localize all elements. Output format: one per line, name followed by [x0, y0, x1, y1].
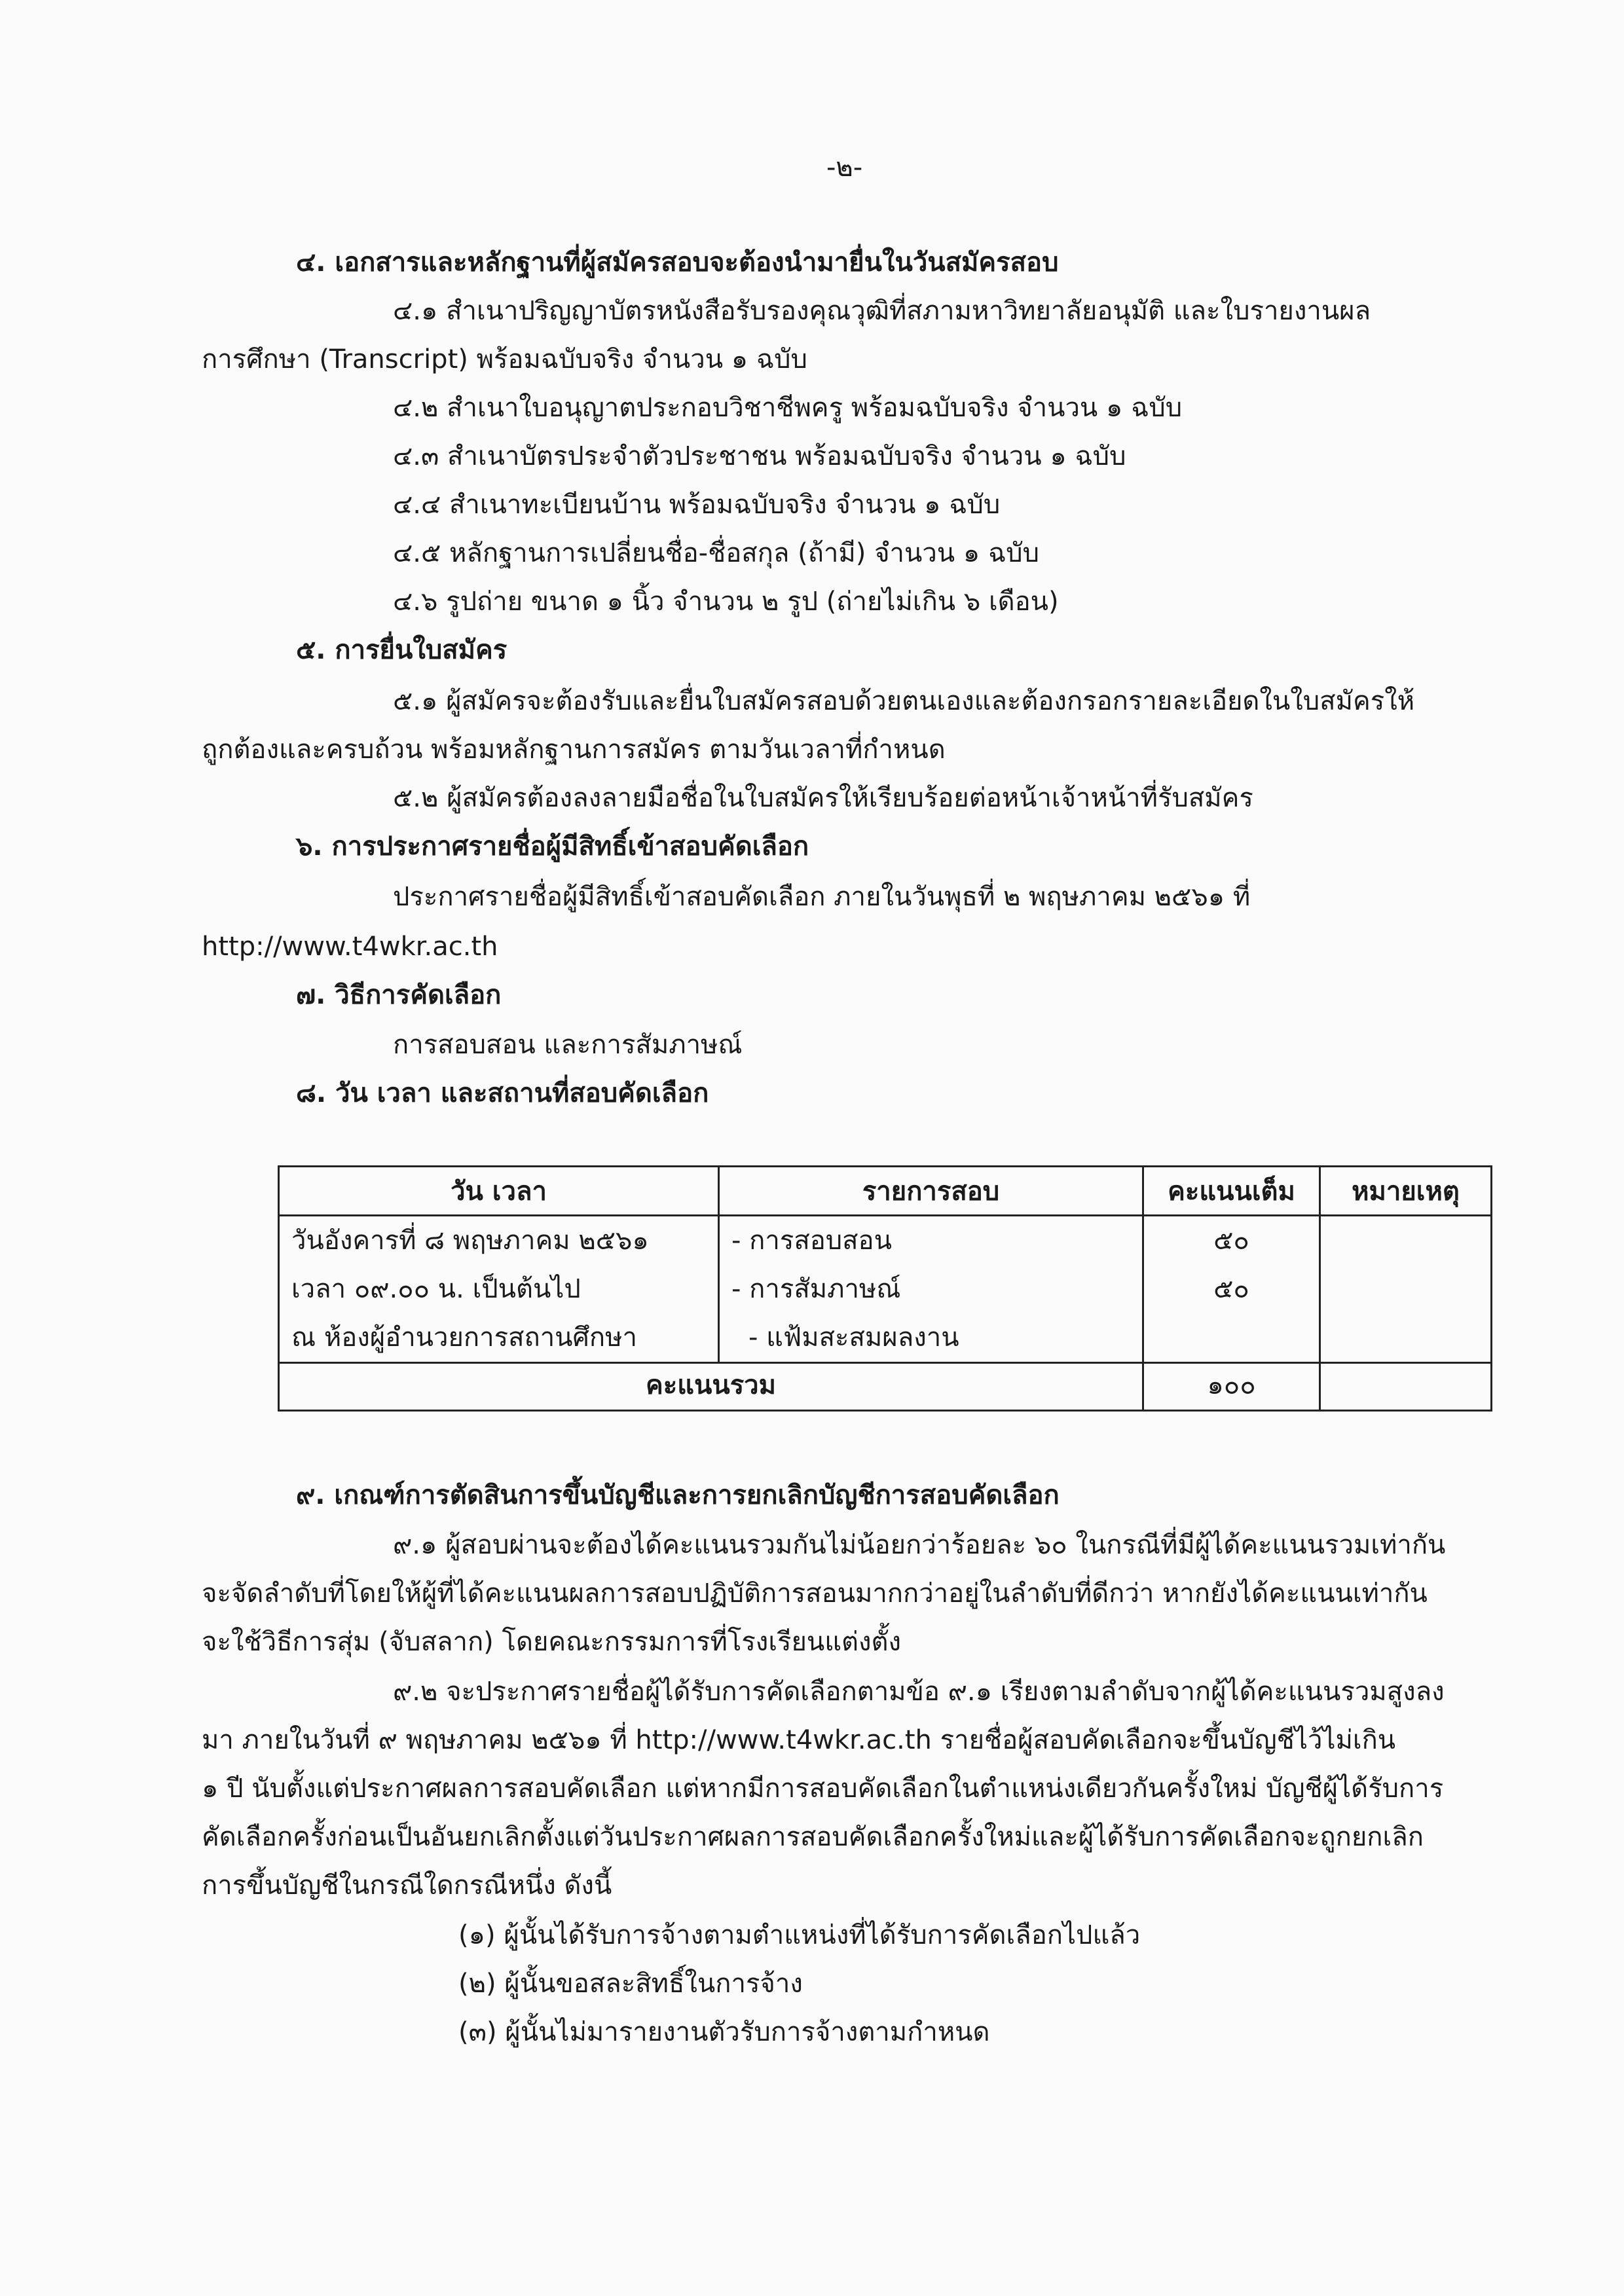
- section-6-title: ๖. การประกาศรายชื่อผู้มีสิทธิ์เข้าสอบคัดเลือก: [296, 831, 809, 862]
- section-9-item-2-line-5: การขึ้นบัญชีในกรณีใดกรณีหนึ่ง ดังนี้: [202, 1870, 612, 1901]
- section-9-case-2: (๒) ผู้นั้นขอสละสิทธิ์ในการจ้าง: [458, 1969, 803, 1999]
- section-5-item-1-line-1: ๕.๑ ผู้สมัครจะต้องรับและยื่นใบสมัครสอบด้วยตนเองและต้องกรอกรายละเอียดในใบสมัครให้: [393, 686, 1415, 716]
- section-4-item-5: ๔.๕ หลักฐานการเปลี่ยนชื่อ-ชื่อสกุล (ถ้ามี) จำนวน ๑ ฉบับ: [393, 538, 1039, 568]
- section-4-item-1-line-2: การศึกษา (Transcript) พร้อมฉบับจริง จำนวน ๑ ฉบับ: [202, 344, 807, 374]
- page-number: -๒-: [826, 153, 863, 183]
- section-9-item-2-line-2: มา ภายในวันที่ ๙ พฤษภาคม ๒๕๖๑ ที่ http://www.t4wkr.ac.th รายชื่อผู้สอบคัดเลือกจะขึ้นบัญชีไว้ไม่เกิน: [202, 1725, 1396, 1755]
- section-4-item-3: ๔.๓ สำเนาบัตรประจำตัวประชาชน พร้อมฉบับจริง จำนวน ๑ ฉบับ: [393, 441, 1126, 471]
- section-8-title: ๘. วัน เวลา และสถานที่สอบคัดเลือก: [296, 1078, 709, 1108]
- score-teaching: ๕๐: [1213, 1226, 1249, 1256]
- table-header-row: [279, 1167, 1492, 1216]
- section-4-item-4: ๔.๔ สำเนาทะเบียนบ้าน พร้อมฉบับจริง จำนวน ๑ ฉบับ: [393, 490, 1001, 520]
- section-6-paragraph: ประกาศรายชื่อผู้มีสิทธิ์เข้าสอบคัดเลือก ภายในวันพุธที่ ๒ พฤษภาคม ๒๕๖๑ ที่: [393, 882, 1251, 912]
- section-4-title: ๔. เอกสารและหลักฐานที่ผู้สมัครสอบจะต้องนำมายื่นในวันสมัครสอบ: [296, 247, 1059, 278]
- total-label: คะแนนรวม: [279, 1363, 1143, 1411]
- section-9-case-3: (๓) ผู้นั้นไม่มารายงานตัวรับการจ้างตามกำหนด: [458, 2017, 990, 2047]
- datetime-line-time: เวลา ๐๙.๐๐ น. เป็นต้นไป: [291, 1274, 581, 1304]
- section-4-item-1-line-1: ๔.๑ สำเนาปริญญาบัตรหนังสือรับรองคุณวุฒิที่สภามหาวิทยาลัยอนุมัติ และใบรายงานผล: [393, 296, 1371, 326]
- section-4-item-6: ๔.๖ รูปถ่าย ขนาด ๑ นิ้ว จำนวน ๒ รูป (ถ่ายไม่เกิน ๖ เดือน): [393, 587, 1059, 617]
- exam-item-portfolio: - แฟ้มสะสมผลงาน: [748, 1322, 959, 1353]
- section-9-item-2-line-1: ๙.๒ จะประกาศรายชื่อผู้ได้รับการคัดเลือกตามข้อ ๙.๑ เรียงตามลำดับจากผู้ได้คะแนนรวมสูงลง: [393, 1677, 1445, 1707]
- datetime-cell: [279, 1216, 719, 1363]
- section-9-item-2-line-4: คัดเลือกครั้งก่อนเป็นอันยกเลิกตั้งแต่วันประกาศผลการสอบคัดเลือกครั้งใหม่และผู้ได้รับการคัดเลือกจะถูกยกเลิก: [202, 1822, 1424, 1852]
- section-5-item-1-line-2: ถูกต้องและครบถ้วน พร้อมหลักฐานการสมัคร ตามวันเวลาที่กำหนด: [202, 735, 946, 765]
- section-9-item-1-line-3: จะใช้วิธีการสุ่ม (จับสลาก) โดยคณะกรรมการที่โรงเรียนแต่งตั้ง: [202, 1627, 902, 1657]
- section-9-case-1: (๑) ผู้นั้นได้รับการจ้างตามตำแหน่งที่ได้รับการคัดเลือกไปแล้ว: [458, 1920, 1141, 1950]
- remarks-cell: [1320, 1216, 1492, 1363]
- exam-schedule-table: [278, 1165, 1492, 1412]
- exam-item-teaching: - การสอบสอน: [731, 1226, 892, 1256]
- section-9-title: ๙. เกณฑ์การตัดสินการขึ้นบัญชีและการยกเลิกบัญชีการสอบคัดเลือก: [296, 1480, 1060, 1510]
- section-7-paragraph: การสอบสอน และการสัมภาษณ์: [393, 1030, 743, 1060]
- datetime-line-date: วันอังคารที่ ๘ พฤษภาคม ๒๕๖๑: [291, 1226, 649, 1256]
- header-exam-items: รายการสอบ: [719, 1167, 1143, 1216]
- table-row: [279, 1216, 1492, 1363]
- section-9-item-2-line-3: ๑ ปี นับตั้งแต่ประกาศผลการสอบคัดเลือก แต่หากมีการสอบคัดเลือกในตำแหน่งเดียวกันครั้งใหม่ บัญชีผู้ได้รับการ: [202, 1774, 1444, 1804]
- exam-items-cell: [719, 1216, 1143, 1363]
- total-remarks-cell: [1320, 1363, 1492, 1411]
- section-7-title: ๗. วิธีการคัดเลือก: [296, 980, 502, 1010]
- total-value: ๑๐๐: [1143, 1363, 1320, 1411]
- section-5-item-2: ๕.๒ ผู้สมัครต้องลงลายมือชื่อในใบสมัครให้เรียบร้อยต่อหน้าเจ้าหน้าที่รับสมัคร: [393, 783, 1253, 813]
- exam-item-interview: - การสัมภาษณ์: [731, 1274, 901, 1304]
- section-6-url: http://www.t4wkr.ac.th: [202, 932, 498, 962]
- section-9-item-1-line-2: จะจัดลำดับที่โดยให้ผู้ที่ได้คะแนนผลการสอบปฏิบัติการสอนมากกว่าอยู่ในลำดับที่ดีกว่า หากยังได้คะแนนเท่ากัน: [202, 1578, 1428, 1609]
- section-5-title: ๕. การยื่นใบสมัคร: [296, 635, 507, 665]
- header-datetime: วัน เวลา: [279, 1167, 719, 1216]
- scores-cell: [1143, 1216, 1320, 1363]
- score-interview: ๕๐: [1213, 1274, 1249, 1304]
- section-9-item-1-line-1: ๙.๑ ผู้สอบผ่านจะต้องได้คะแนนรวมกันไม่น้อยกว่าร้อยละ ๖๐ ในกรณีที่มีผู้ได้คะแนนรวมเท่ากัน: [393, 1530, 1446, 1560]
- total-row: [279, 1363, 1492, 1411]
- section-4-item-2: ๔.๒ สำเนาใบอนุญาตประกอบวิชาชีพครู พร้อมฉบับจริง จำนวน ๑ ฉบับ: [393, 393, 1183, 423]
- datetime-line-place: ณ ห้องผู้อำนวยการสถานศึกษา: [291, 1322, 637, 1353]
- header-remarks: หมายเหตุ: [1320, 1167, 1492, 1216]
- header-full-score: คะแนนเต็ม: [1143, 1167, 1320, 1216]
